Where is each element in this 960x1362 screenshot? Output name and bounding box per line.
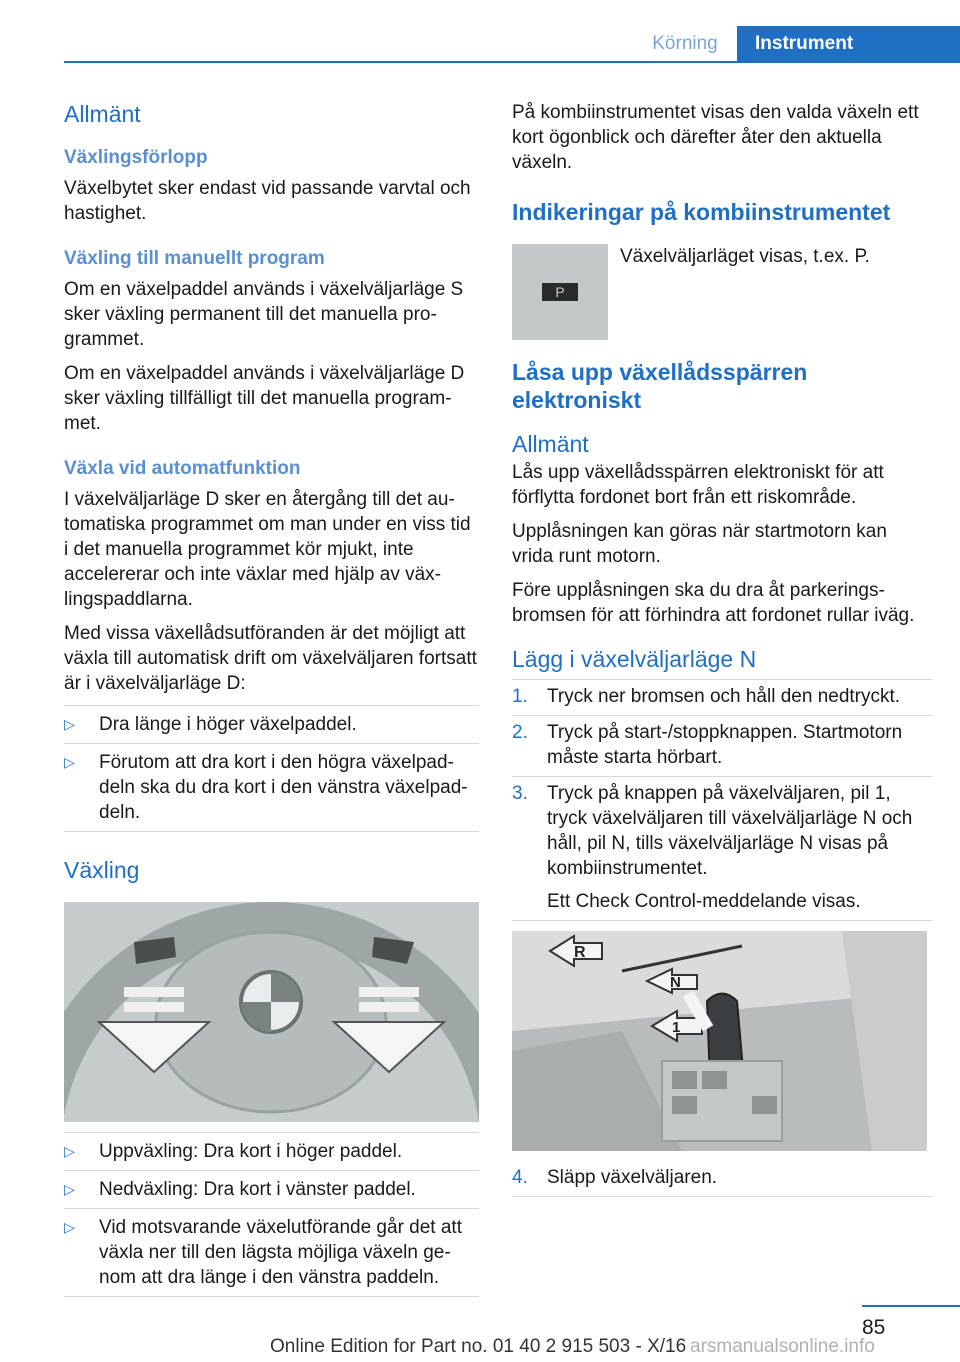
gear-indicator-figure	[512, 244, 608, 340]
paragraph: På kombiinstrumentet visas den valda växeln ett kort ögonblick och därefter åter den aktuella växeln.	[512, 102, 919, 173]
paragraph: Med vissa växellådsutföranden är det möjligt att växla till automatisk drift om växelväljaren fortsatt är i växelväljarläge D:	[64, 623, 477, 694]
paragraph: Före upplåsningen ska du dra åt parkeringsbromsen för att förhindra att fordonet rullar iväg.	[512, 580, 915, 626]
steering-wheel-illustration	[64, 902, 479, 1122]
heading-lagg-i-n: Lägg i växelväljarläge N	[512, 646, 757, 672]
triangle-bullet-icon: ▷	[64, 716, 75, 732]
page-number: 85	[862, 1316, 886, 1339]
heading-manuellt-program: Växling till manuellt program	[64, 248, 325, 269]
list-item: ▷ Uppväxling: Dra kort i höger paddel.	[64, 1133, 479, 1171]
triangle-bullet-icon: ▷	[64, 754, 75, 770]
indicator-row	[512, 244, 932, 340]
list-item: 3. Tryck på knappen på växelväljaren, pil 1, tryck växelväljaren till växelväljarläge N och håll, pil N, tills växelväljarläge N visas på kombiinstrumentet. Ett Check Control-meddelande visas.	[512, 777, 932, 921]
edition-text: Online Edition for Part no. 01 40 2 915 503 - X/16	[270, 1336, 687, 1357]
heading-allmant: Allmänt	[64, 101, 141, 127]
tab-korning[interactable]: Körning	[652, 33, 718, 54]
bullet-list	[64, 705, 479, 832]
list-item: 2. Tryck på start-/stoppknappen. Startmotorn måste starta hörbart.	[512, 716, 932, 777]
list-item: 1. Tryck ner bromsen och håll den nedtryckt.	[512, 680, 932, 716]
left-column	[64, 100, 479, 1307]
paragraph: Om en växelpaddel används i växelväljarläge S sker växling permanent till det manuella programmet.	[64, 279, 464, 350]
triangle-bullet-icon: ▷	[64, 1143, 75, 1159]
bullet-list	[64, 1132, 479, 1297]
paragraph: Växelbytet sker endast vid passande varvtal och hastighet.	[64, 178, 471, 224]
right-column	[512, 100, 932, 1207]
heading-automatfunktion: Växla vid automatfunktion	[64, 458, 301, 479]
list-item: ▷ Förutom att dra kort i den högra växelpaddeln ska du dra kort i den vänstra växelpaddeln.	[64, 744, 479, 832]
paragraph: I växelväljarläge D sker en återgång till det automatiska programmet om man under en viss tid i det manuella programmet kör mjukt, inte accelererar och inte växlar med hjälp av växlingspaddlarna.	[64, 489, 471, 610]
list-item: ▷ Dra länge i höger växelpaddel.	[64, 706, 479, 744]
footer-rule	[862, 1305, 960, 1307]
triangle-bullet-icon: ▷	[64, 1219, 75, 1235]
header-rule	[64, 61, 960, 63]
tab-instrument[interactable]: Instrument	[737, 26, 960, 62]
arrow-label-1: 1	[672, 1019, 681, 1036]
header-tabs	[633, 26, 960, 62]
heading-lasa-upp: Låsa upp växellådsspärren elektroniskt	[512, 359, 808, 413]
paragraph: Om en växelpaddel används i växelväljarläge D sker växling tillfälligt till det manuella programmet.	[64, 363, 465, 434]
gear-selector-figure	[512, 931, 927, 1151]
heading-vaxling: Växling	[64, 857, 140, 883]
arrow-label-r: R	[574, 944, 586, 961]
triangle-bullet-icon: ▷	[64, 1181, 75, 1197]
paragraph: Växelväljarläget visas, t.ex. P.	[620, 246, 870, 267]
paragraph: Upplåsningen kan göras när startmotorn kan vrida runt motorn.	[512, 521, 887, 567]
list-item: ▷ Nedväxling: Dra kort i vänster paddel.	[64, 1171, 479, 1209]
heading-indikeringar: Indikeringar på kombiinstrumentet	[512, 199, 891, 225]
gear-selector-illustration	[512, 931, 927, 1151]
watermark: arsmanualsonline.info	[690, 1336, 875, 1357]
gear-p-symbol: P	[542, 283, 578, 301]
list-item: 4. Släpp växelväljaren.	[512, 1161, 932, 1197]
list-item: ▷ Vid motsvarande växelutförande går det att växla ner till den lägsta möjliga växeln genom att dra länge i den vänstra paddeln.	[64, 1209, 479, 1297]
heading-allmant-2: Allmänt	[512, 431, 589, 457]
steering-wheel-figure	[64, 902, 479, 1122]
numbered-list	[512, 1161, 932, 1197]
numbered-list	[512, 679, 932, 921]
paragraph: Lås upp växellådsspärren elektroniskt för att förflytta fordonet bort från ett riskområde.	[512, 462, 884, 508]
heading-vaxlingsforlopp: Växlingsförlopp	[64, 147, 208, 168]
arrow-label-n: N	[670, 974, 681, 991]
